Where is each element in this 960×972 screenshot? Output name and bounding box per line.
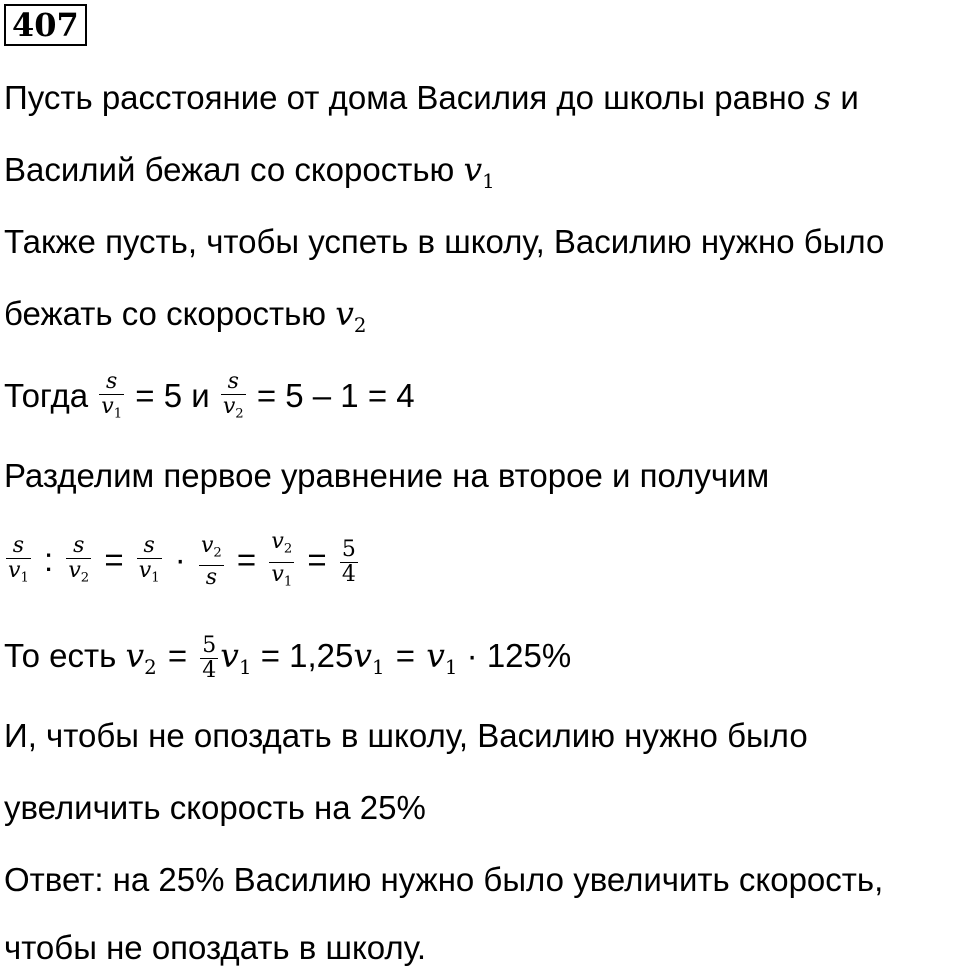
text-line-9: И, чтобы не опоздать в школу, Василию нужно было xyxy=(4,717,808,754)
fraction-5-over-4: $\frac{5}{4}$ xyxy=(202,633,217,683)
text-line-1: Пусть расстояние от дома Василия до школы равно s и xyxy=(4,78,859,117)
fraction-s-over-v2: $\frac{s}{v_2}$ xyxy=(68,532,90,586)
text-line-2: Василий бежал со скоростью $v_1$ xyxy=(4,150,495,193)
text-line-5: Тогда $\frac{s}{v_1}$ = 5 и $\frac{s}{v_2}$ = 5 – 1 = 4 xyxy=(4,370,415,427)
problem-number: 407 xyxy=(4,4,87,46)
answer-line-1: Ответ: на 25% Василию нужно было увеличить скорость, xyxy=(4,861,884,898)
fraction-s-over-v2: $\frac{s}{v_2}$ xyxy=(222,369,244,422)
fraction-s-over-v1: $\frac{s}{v_1}$ xyxy=(8,532,29,586)
text-line-3: Также пусть, чтобы успеть в школу, Василию нужно было xyxy=(4,223,885,260)
text-line-10: увеличить скорость на 25% xyxy=(4,789,426,826)
text-line-8: То есть $v_2$ = $\frac{5}{4}$ $v_1 = 1,25v_1 = v_1 \cdot 125\%$ xyxy=(4,633,572,683)
fraction-v2-over-v1: $\frac{v_2}{v_1}$ xyxy=(271,529,293,590)
text-line-6: Разделим первое уравнение на второе и получим xyxy=(4,457,770,494)
fraction-5-over-4: $\frac{5}{4}$ xyxy=(341,536,356,587)
fraction-v2-over-s: $\frac{v_2}{s}$ xyxy=(200,532,222,591)
fraction-s-over-v1: $\frac{s}{v_1}$ xyxy=(138,532,160,586)
equation-line: $\frac{s}{v_1}$ : $\frac{s}{v_2}$ = $\frac{s}{v_1}$ · $\frac{v_2}{s}$ = $\frac{v_2}{v_1}$ = $\frac{5}{4}$ xyxy=(4,530,360,594)
fraction-s-over-v1: $\frac{s}{v_1}$ xyxy=(101,369,123,422)
var-v1: $v_1$ xyxy=(463,150,495,193)
answer-line-2: чтобы не опоздать в школу. xyxy=(4,929,427,966)
var-v2: $v_2$ xyxy=(335,294,367,337)
text-line-4: бежать со скоростью $v_2$ xyxy=(4,294,367,337)
